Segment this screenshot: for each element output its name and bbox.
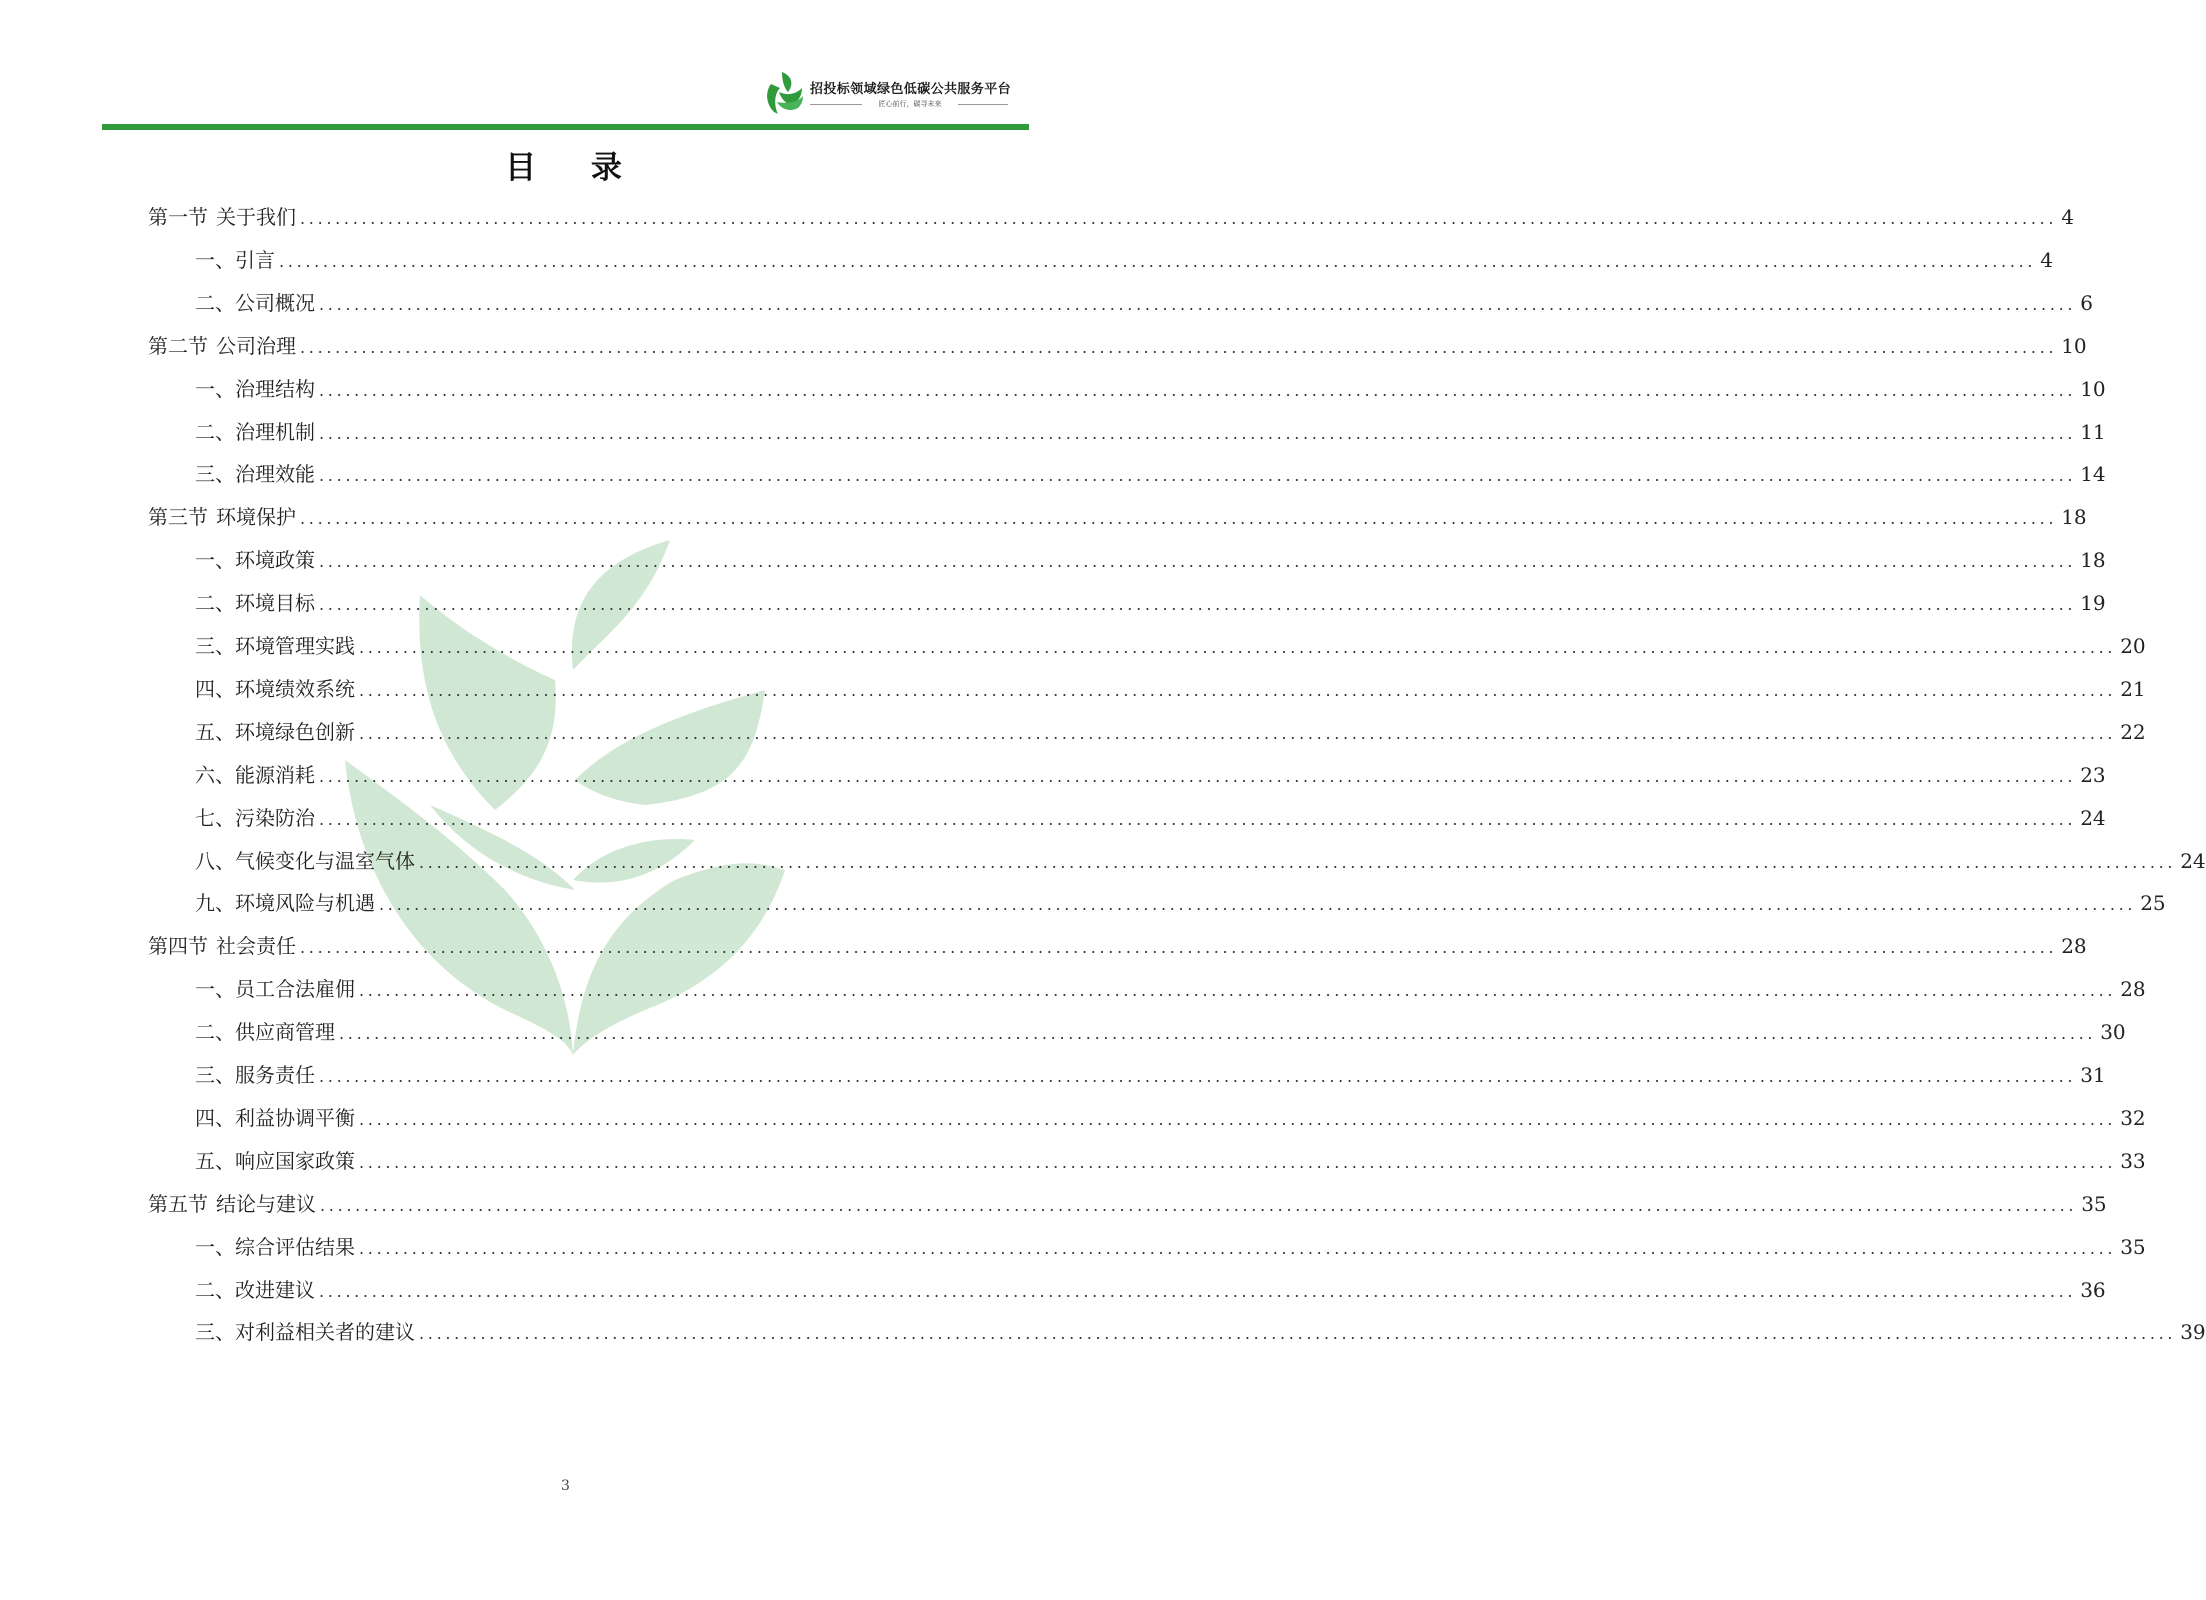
toc-entry-page: 33: [2120, 1148, 2146, 1173]
toc-entry-page: 39: [2180, 1320, 2206, 1345]
toc-title: 目 录: [505, 150, 644, 186]
toc-entry-number: 一、: [195, 1234, 235, 1259]
toc-entry-label: [195, 1275, 315, 1305]
toc-entry-label: [195, 288, 315, 318]
toc-entry-number: 五、: [195, 1148, 235, 1173]
toc-entry-text: 公司治理: [216, 333, 296, 358]
toc-entry-text: 环境管理实践: [235, 634, 355, 658]
page-number: 3: [561, 1478, 570, 1494]
toc-entry-text: 治理机制: [235, 419, 315, 444]
toc-leader-dots: ........................................................................................................................................................................................................: [320, 1195, 2078, 1215]
toc-entry-page: 19: [2080, 591, 2106, 616]
toc-entry[interactable]: [195, 888, 2166, 918]
toc-entry-text: 治理效能: [235, 462, 315, 487]
toc-entry-page: 28: [2120, 977, 2146, 1002]
toc-entry-text: 环境目标: [235, 591, 315, 616]
toc-entry-page: 11: [2080, 419, 2106, 444]
toc-leader-dots: ........................................................................................................................................................................................................: [319, 1067, 2077, 1086]
toc-entry[interactable]: [195, 631, 2146, 661]
toc-leader-dots: ........................................................................................................................................................................................................: [300, 337, 2058, 357]
toc-leader-dots: ........................................................................................................................................................................................................: [359, 1238, 2117, 1258]
toc-entry-text: 能源消耗: [235, 762, 315, 787]
toc-entry-number: 三、: [195, 1063, 235, 1087]
toc-entry-number: 二、: [195, 1020, 235, 1045]
toc-leader-dots: ........................................................................................................................................................................................................: [279, 251, 2037, 271]
toc-entry-text: 环境政策: [235, 548, 315, 573]
toc-leader-dots: ........................................................................................................................................................................................................: [359, 723, 2117, 743]
toc-entry-number: 第四节: [148, 934, 208, 959]
toc-leader-dots: ........................................................................................................................................................................................................: [319, 423, 2077, 443]
toc-entry[interactable]: [195, 245, 2053, 275]
toc-leader-dots: ........................................................................................................................................................................................................: [339, 1024, 2097, 1044]
toc-entry-label: [195, 760, 315, 790]
toc-entry-page: 25: [2140, 891, 2166, 916]
toc-entry[interactable]: [195, 717, 2146, 747]
toc-entry-text: 环境风险与机遇: [235, 891, 375, 916]
toc-entry-label: [195, 674, 355, 704]
toc-entry-label: [195, 374, 315, 404]
page-header: [0, 0, 1131, 135]
toc-entry[interactable]: [195, 459, 2106, 489]
toc-entry-page: 4: [2040, 247, 2053, 272]
toc-entry-label: [195, 545, 315, 575]
toc-entry-text: 环境保护: [216, 505, 296, 530]
toc-entry-number: 四、: [195, 1105, 235, 1130]
toc-entry-number: 二、: [195, 290, 235, 315]
toc-entry-text: 气候变化与温室气体: [235, 848, 415, 873]
toc-entry-page: 35: [2081, 1191, 2107, 1216]
toc-entry-page: 31: [2080, 1063, 2106, 1087]
toc-leader-dots: ........................................................................................................................................................................................................: [300, 938, 2058, 958]
toc-entry-label: [195, 588, 315, 618]
toc-entry-number: 五、: [195, 719, 235, 744]
toc-entry-label: [195, 417, 315, 447]
toc-entry-label: [148, 931, 296, 961]
toc-entry-label: [195, 1317, 415, 1347]
toc-entry-number: 第二节: [148, 333, 208, 358]
toc-entry-label: [195, 631, 355, 661]
toc-entry-page: 10: [2061, 333, 2087, 358]
toc-entry-page: 6: [2080, 290, 2093, 315]
toc-entry-text: 环境绿色创新: [235, 719, 355, 744]
toc-entry[interactable]: [195, 1317, 2206, 1347]
toc-entry-page: 18: [2080, 548, 2106, 573]
toc-entry[interactable]: [195, 803, 2106, 833]
toc-entry[interactable]: [195, 1146, 2146, 1176]
toc-entry[interactable]: [195, 1232, 2146, 1262]
toc-leader-dots: ........................................................................................................................................................................................................: [319, 466, 2077, 486]
brand-title: 招投标领域绿色低碳公共服务平台: [810, 82, 1012, 97]
toc-entry-label: [195, 1103, 355, 1133]
toc-entry-text: 员工合法雇佣: [235, 977, 355, 1002]
brand-slogan-row: [810, 98, 1008, 110]
toc-entry-page: 18: [2061, 505, 2087, 530]
toc-entry-text: 治理结构: [235, 376, 315, 401]
toc-entry-number: 二、: [195, 419, 235, 444]
green-leaf-sprout-icon: [762, 70, 804, 116]
toc-entry-label: [195, 1017, 335, 1047]
toc-entry-label: [148, 202, 296, 232]
toc-entry[interactable]: [148, 1189, 2107, 1219]
toc-entry-number: 三、: [195, 462, 235, 487]
toc-entry-page: 28: [2061, 934, 2087, 959]
toc-entry-label: [195, 1146, 355, 1176]
toc-leader-dots: ........................................................................................................................................................................................................: [319, 294, 2077, 314]
toc-leader-dots: ........................................................................................................................................................................................................: [319, 552, 2077, 572]
slogan-right-rule: [958, 104, 1008, 105]
toc-leader-dots: ........................................................................................................................................................................................................: [359, 981, 2117, 1001]
toc-entry-number: 二、: [195, 591, 235, 616]
toc-entry-number: 四、: [195, 676, 235, 701]
toc-entry[interactable]: [195, 288, 2093, 318]
toc-entry-number: 一、: [195, 977, 235, 1002]
toc-entry-number: 六、: [195, 762, 235, 787]
toc-leader-dots: ........................................................................................................................................................................................................: [319, 766, 2077, 786]
toc-entry-label: [148, 1189, 316, 1219]
toc-entry-label: [195, 846, 415, 876]
toc-entry-page: 23: [2080, 762, 2106, 787]
toc-entry-text: 供应商管理: [235, 1020, 335, 1045]
toc-entry-text: 引言: [235, 247, 275, 272]
toc-entry[interactable]: [148, 931, 2087, 961]
toc-leader-dots: ........................................................................................................................................................................................................: [359, 638, 2117, 657]
toc-entry[interactable]: [195, 374, 2106, 404]
toc-entry-page: 32: [2120, 1105, 2146, 1130]
slogan-left-rule: [810, 104, 862, 105]
toc-entry[interactable]: [195, 974, 2146, 1004]
toc-entry-label: [195, 803, 315, 833]
toc-leader-dots: ........................................................................................................................................................................................................: [319, 595, 2077, 615]
header-rule: [102, 124, 1029, 130]
toc-leader-dots: ........................................................................................................................................................................................................: [359, 1109, 2117, 1129]
toc-entry-label: [148, 331, 296, 361]
toc-entry-text: 对利益相关者的建议: [235, 1320, 415, 1345]
toc-leader-dots: ........................................................................................................................................................................................................: [379, 895, 2137, 915]
toc-entry-page: 24: [2180, 848, 2206, 873]
toc-entry-text: 响应国家政策: [235, 1148, 355, 1173]
toc-entry-page: 35: [2120, 1234, 2146, 1259]
toc-leader-dots: ........................................................................................................................................................................................................: [319, 809, 2077, 829]
toc-entry-label: [195, 1232, 355, 1262]
toc-entry-label: [195, 974, 355, 1004]
toc-entry-page: 4: [2061, 205, 2074, 229]
brand-slogan: 匠心前行，碳寻未来: [878, 100, 942, 108]
toc-entry[interactable]: [195, 1060, 2106, 1090]
toc-entry-number: 二、: [195, 1277, 235, 1302]
toc-leader-dots: ........................................................................................................................................................................................................: [419, 1324, 2177, 1344]
toc-entry[interactable]: [195, 1103, 2146, 1133]
toc-entry-number: 第一节: [148, 205, 208, 229]
toc-entry-page: 14: [2080, 462, 2106, 487]
toc-entry-text: 污染防治: [235, 805, 315, 830]
toc-leader-dots: ........................................................................................................................................................................................................: [300, 209, 2058, 228]
toc-leader-dots: ........................................................................................................................................................................................................: [419, 852, 2177, 872]
toc-entry-page: 20: [2120, 634, 2146, 658]
toc-entry-number: 八、: [195, 848, 235, 873]
toc-leader-dots: ........................................................................................................................................................................................................: [319, 1281, 2077, 1301]
toc-entry-number: 第三节: [148, 505, 208, 530]
toc-leader-dots: ........................................................................................................................................................................................................: [319, 380, 2077, 400]
toc-entry[interactable]: [195, 1017, 2126, 1047]
toc-entry-number: 一、: [195, 548, 235, 573]
toc-entry-label: [195, 717, 355, 747]
toc-leader-dots: ........................................................................................................................................................................................................: [359, 680, 2117, 700]
toc-entry-page: 36: [2080, 1277, 2106, 1302]
toc-entry-page: 22: [2120, 719, 2146, 744]
toc-entry-number: 一、: [195, 247, 235, 272]
toc-entry-page: 30: [2100, 1020, 2126, 1045]
toc-entry-label: [195, 1060, 315, 1090]
toc-leader-dots: ........................................................................................................................................................................................................: [300, 509, 2058, 529]
toc-entry[interactable]: [195, 588, 2106, 618]
toc-entry[interactable]: [195, 846, 2206, 876]
toc-entry[interactable]: [195, 417, 2106, 447]
toc-entry-page: 21: [2120, 676, 2146, 701]
toc-entry-text: 改进建议: [235, 1277, 315, 1302]
toc-entry-page: 10: [2080, 376, 2106, 401]
toc-entry-text: 环境绩效系统: [235, 676, 355, 701]
toc-entry-label: [195, 888, 375, 918]
toc-entry-label: [195, 459, 315, 489]
toc-entry-page: 24: [2080, 805, 2106, 830]
toc-entry-label: [148, 502, 296, 532]
toc-entry-text: 结论与建议: [216, 1191, 316, 1216]
toc-entry[interactable]: [148, 502, 2087, 532]
toc-entry-number: 一、: [195, 376, 235, 401]
toc-leader-dots: ........................................................................................................................................................................................................: [359, 1152, 2117, 1172]
toc-entry[interactable]: [195, 760, 2106, 790]
toc-entry-number: 七、: [195, 805, 235, 830]
toc-entry-number: 三、: [195, 1320, 235, 1345]
toc-entry-label: [195, 245, 275, 275]
toc-entry-text: 综合评估结果: [235, 1234, 355, 1259]
toc-entry-text: 公司概况: [235, 290, 315, 315]
toc-entry-text: 利益协调平衡: [235, 1105, 355, 1130]
toc-entry[interactable]: [148, 202, 2074, 232]
toc-entry[interactable]: [148, 331, 2087, 361]
toc-entry[interactable]: [195, 1275, 2106, 1305]
toc-entry[interactable]: [195, 545, 2106, 575]
toc-entry-text: 关于我们: [216, 205, 296, 229]
toc-entry[interactable]: [195, 674, 2146, 704]
toc-entry-number: 第五节: [148, 1191, 208, 1216]
toc-entry-text: 服务责任: [235, 1063, 315, 1087]
toc-entry-text: 社会责任: [216, 934, 296, 959]
toc-entry-number: 三、: [195, 634, 235, 658]
toc-entry-number: 九、: [195, 891, 235, 916]
